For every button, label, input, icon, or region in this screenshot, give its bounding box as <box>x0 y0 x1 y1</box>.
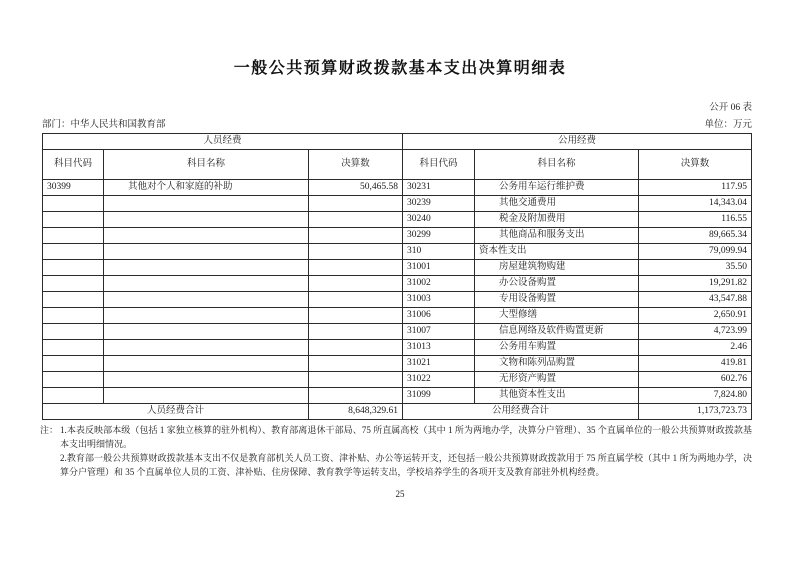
page-title: 一般公共预算财政拨款基本支出决算明细表 <box>233 60 567 77</box>
right-name-cell: 信息网络及软件购置更新 <box>475 324 639 340</box>
right-name-cell: 大型修缮 <box>475 308 639 324</box>
notes-body <box>60 424 752 480</box>
meta-line <box>42 116 752 130</box>
left-code-cell: 30399 <box>43 180 104 196</box>
personnel-total-label: 人员经费合计 <box>43 404 309 420</box>
left-code-cell <box>43 260 104 276</box>
right-code-cell: 31002 <box>403 276 475 292</box>
left-name-cell <box>104 196 309 212</box>
right-val-cell: 19,291.82 <box>639 276 752 292</box>
right-code-cell: 30240 <box>403 212 475 228</box>
left-val-cell <box>309 308 403 324</box>
right-name-cell: 公务用车运行维护费 <box>475 180 639 196</box>
note-item-1: 1.本表反映部本级（包括 1 家独立核算的驻外机构）、教育部离退休干部局、75 所直属高校（其中 1 所为两地办学，决算分户管理）、35 个直属单位的一般公共预算财政拨款基本支出明细情况。 <box>60 425 752 449</box>
left-name-cell <box>104 388 309 404</box>
right-name-cell: 其他资本性支出 <box>475 388 639 404</box>
right-name-cell: 无形资产购置 <box>475 372 639 388</box>
right-name-cell: 资本性支出 <box>475 244 639 260</box>
right-name-cell: 房屋建筑物购建 <box>475 260 639 276</box>
left-code-cell <box>43 292 104 308</box>
right-val-cell: 419.81 <box>639 356 752 372</box>
left-code-cell <box>43 212 104 228</box>
meta-section <box>42 99 752 130</box>
right-val-cell: 116.55 <box>639 212 752 228</box>
left-code-cell <box>43 228 104 244</box>
table-row <box>43 356 752 372</box>
table-row <box>43 244 752 260</box>
right-val-cell: 117.95 <box>639 180 752 196</box>
right-name-cell: 办公设备购置 <box>475 276 639 292</box>
right-code-cell: 31007 <box>403 324 475 340</box>
right-code-cell: 31006 <box>403 308 475 324</box>
left-val-cell: 50,465.58 <box>309 180 403 196</box>
left-val-cell <box>309 292 403 308</box>
table-row <box>43 388 752 404</box>
right-val-cell: 2.46 <box>639 340 752 356</box>
right-val-cell: 14,343.04 <box>639 196 752 212</box>
department-label: 部门：中华人民共和国教育部 <box>42 120 166 130</box>
left-code-cell <box>43 196 104 212</box>
table-row <box>43 260 752 276</box>
right-code-cell: 30299 <box>403 228 475 244</box>
left-code-cell <box>43 340 104 356</box>
right-val-cell: 35.50 <box>639 260 752 276</box>
col-header-code-right: 科目代码 <box>403 150 475 180</box>
table-row <box>43 308 752 324</box>
table-row <box>43 196 752 212</box>
right-code-cell: 30239 <box>403 196 475 212</box>
col-header-code-left: 科目代码 <box>43 150 104 180</box>
right-val-cell: 602.76 <box>639 372 752 388</box>
right-val-cell: 43,547.88 <box>639 292 752 308</box>
right-val-cell: 4,723.99 <box>639 324 752 340</box>
right-val-cell: 89,665.34 <box>639 228 752 244</box>
left-val-cell <box>309 324 403 340</box>
left-val-cell <box>309 276 403 292</box>
notes-label: 注： <box>40 425 59 435</box>
left-val-cell <box>309 356 403 372</box>
left-val-cell <box>309 212 403 228</box>
table-row <box>43 180 752 196</box>
right-code-cell: 31099 <box>403 388 475 404</box>
group-header-row <box>43 134 752 150</box>
table-row <box>43 212 752 228</box>
right-val-cell: 2,650.91 <box>639 308 752 324</box>
left-val-cell <box>309 388 403 404</box>
right-name-cell: 其他交通费用 <box>475 196 639 212</box>
right-val-cell: 7,824.80 <box>639 388 752 404</box>
left-val-cell <box>309 340 403 356</box>
left-name-cell <box>104 372 309 388</box>
left-code-cell <box>43 276 104 292</box>
left-val-cell <box>309 228 403 244</box>
col-header-value-right: 决算数 <box>639 150 752 180</box>
left-code-cell <box>43 308 104 324</box>
left-name-cell <box>104 244 309 260</box>
unit-label: 单位：万元 <box>704 120 752 130</box>
table-foot <box>43 404 752 420</box>
right-val-cell: 79,099.94 <box>639 244 752 260</box>
group-header-public: 公用经费 <box>403 134 752 150</box>
table-body <box>43 180 752 404</box>
right-name-cell: 税金及附加费用 <box>475 212 639 228</box>
left-code-cell <box>43 372 104 388</box>
right-code-cell: 31021 <box>403 356 475 372</box>
table-row <box>43 292 752 308</box>
left-val-cell <box>309 196 403 212</box>
note-item-2: 2.教育部一般公共预算财政拨款基本支出不仅是教育部机关人员工资、津补贴、办公等运转开支，还包括一般公共预算财政拨款用于 75 所直属学校（其中 1 所为两地办学，决算分户管理）和 35 个直属单位人员的工资、津补贴、住房保障、教育教学等运转支出，学校培养学生的各项开支及教育部驻外机构经费。 <box>60 452 752 477</box>
right-code-cell: 31022 <box>403 372 475 388</box>
table-row <box>43 372 752 388</box>
left-name-cell <box>104 212 309 228</box>
left-name-cell <box>104 292 309 308</box>
left-code-cell <box>43 356 104 372</box>
right-code-cell: 31001 <box>403 260 475 276</box>
right-name-cell: 公务用车购置 <box>475 340 639 356</box>
public-total-label: 公用经费合计 <box>403 404 639 420</box>
right-code-cell: 31013 <box>403 340 475 356</box>
table-row <box>43 340 752 356</box>
table-head <box>43 134 752 180</box>
right-name-cell: 专用设备购置 <box>475 292 639 308</box>
right-code-cell: 310 <box>403 244 475 260</box>
left-code-cell <box>43 388 104 404</box>
budget-table <box>42 133 752 420</box>
right-name-cell: 文物和陈列品购置 <box>475 356 639 372</box>
right-code-cell: 31003 <box>403 292 475 308</box>
left-name-cell <box>104 308 309 324</box>
left-name-cell <box>104 324 309 340</box>
column-header-row <box>43 150 752 180</box>
left-name-cell <box>104 260 309 276</box>
left-name-cell <box>104 276 309 292</box>
col-header-name-left: 科目名称 <box>104 150 309 180</box>
right-name-cell: 其他商品和服务支出 <box>475 228 639 244</box>
table-row <box>43 324 752 340</box>
left-val-cell <box>309 244 403 260</box>
col-header-name-right: 科目名称 <box>475 150 639 180</box>
total-row <box>43 404 752 420</box>
left-val-cell <box>309 372 403 388</box>
right-code-cell: 30231 <box>403 180 475 196</box>
table-row <box>43 276 752 292</box>
page-number: 25 <box>395 489 405 499</box>
notes-section <box>40 424 752 480</box>
left-code-cell <box>43 244 104 260</box>
left-name-cell <box>104 356 309 372</box>
left-name-cell <box>104 340 309 356</box>
left-code-cell <box>43 324 104 340</box>
table-row <box>43 228 752 244</box>
public-total-value: 1,173,723.73 <box>639 404 752 420</box>
left-val-cell <box>309 260 403 276</box>
personnel-total-value: 8,648,329.61 <box>309 404 403 420</box>
group-header-personnel: 人员经费 <box>43 134 403 150</box>
table-code-label: 公开 06 表 <box>709 103 752 113</box>
left-name-cell <box>104 228 309 244</box>
col-header-value-left: 决算数 <box>309 150 403 180</box>
left-name-cell: 其他对个人和家庭的补助 <box>104 180 309 196</box>
